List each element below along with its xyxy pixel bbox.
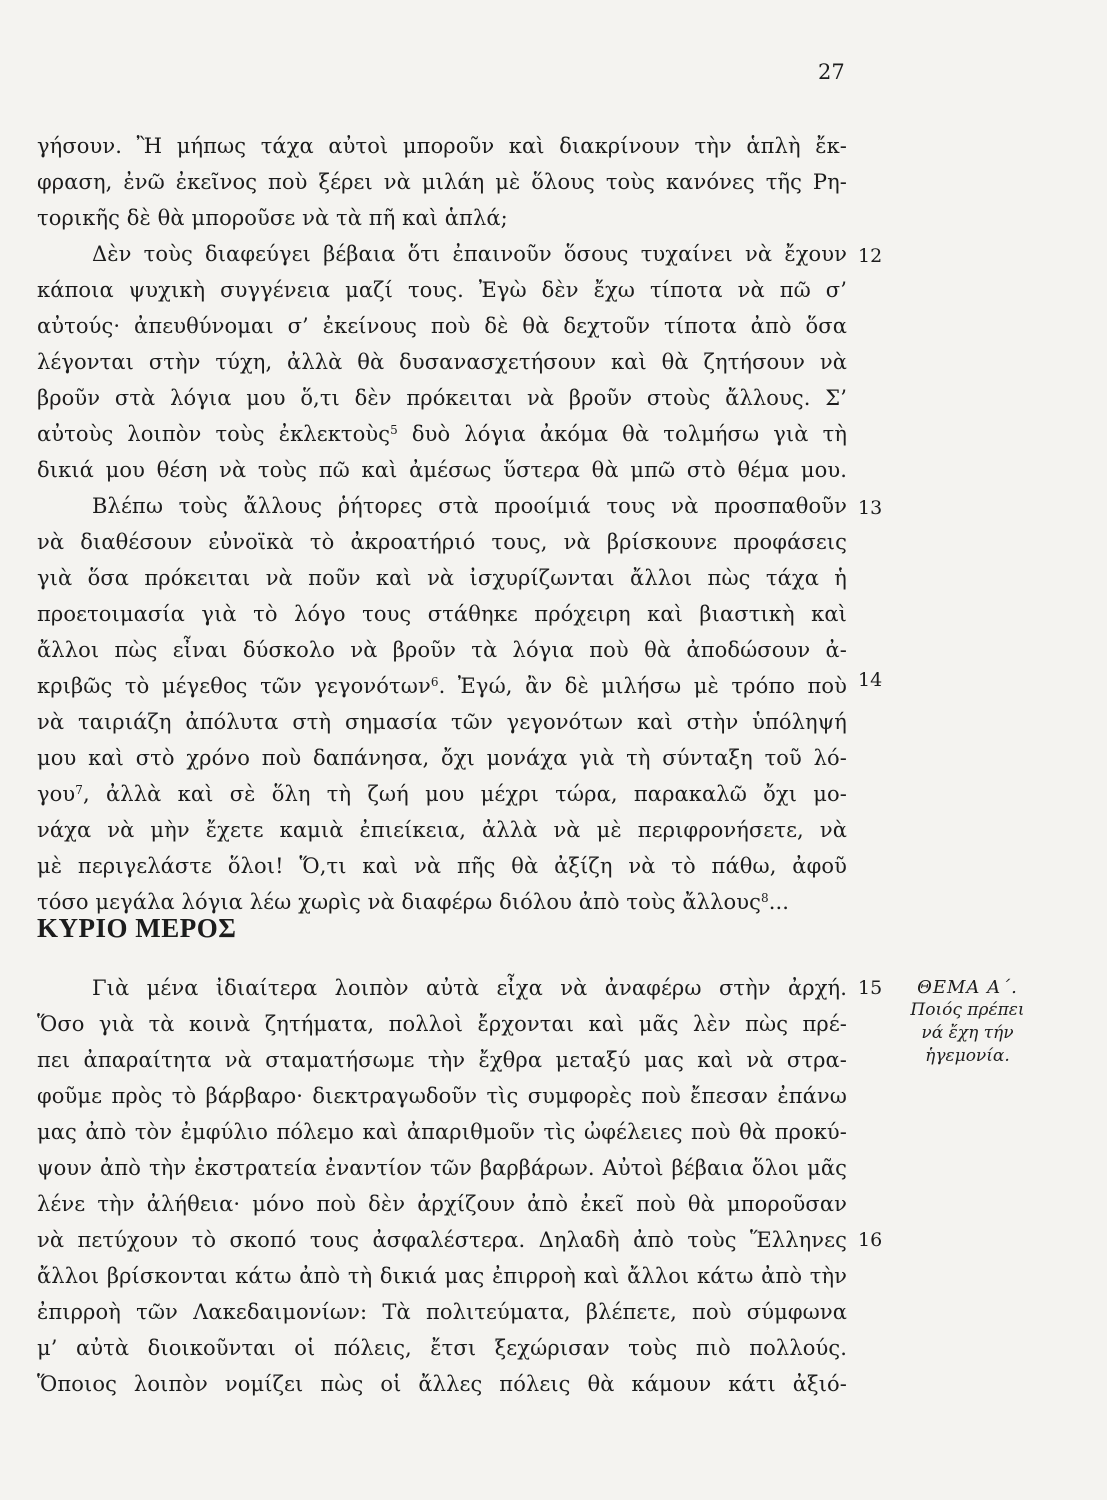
text-line: μας ἀπὸ τὸν ἐμφύλιο πόλεμο καὶ ἀπαριθμοῦν τὶς ὠφέλειες ποὺ θὰ προκύ-	[37, 1120, 847, 1144]
margin-paragraph-number: 14	[858, 669, 883, 691]
side-note-line: νά ἔχη τήν	[921, 1023, 1014, 1043]
footnote-ref: 5	[390, 423, 398, 437]
text-line	[37, 668, 847, 704]
text-line: φοῦμε πρὸς τὸ βάρβαρο· διεκτραγωδοῦν τὶς συμφορὲς ποὺ ἔπεσαν ἐπάνω	[37, 1084, 847, 1108]
text-line	[37, 776, 847, 812]
text-line: ἐπιρροὴ τῶν Λακεδαιμονίων: Τὰ πολιτεύματα, βλέπετε, ποὺ σύμφωνα	[37, 1300, 847, 1324]
side-note-title: ΘΕΜΑ Α΄.	[917, 977, 1018, 998]
text-line: κάποια ψυχικὴ συγγένεια μαζί τους. Ἐγὼ δὲν ἔχω τίποτα νὰ πῶ σ’	[37, 278, 847, 302]
text-line: δικιά μου θέση νὰ τοὺς πῶ καὶ ἀμέσως ὕστερα θὰ μπῶ στὸ θέμα μου.	[37, 458, 847, 482]
text-line: λέγονται στὴν τύχη, ἀλλὰ θὰ δυσανασχετήσουν καὶ θὰ ζητήσουν νὰ	[37, 350, 847, 374]
text-segment: δυὸ λόγια ἀκόμα θὰ τολμήσω γιὰ τὴ	[397, 422, 847, 446]
footnote-ref: 8	[760, 891, 769, 905]
text-line: γιὰ ὅσα πρόκειται νὰ ποῦν καὶ νὰ ἰσχυρίζωνται ἄλλοι πὼς τάχα ἡ	[37, 566, 847, 590]
text-line: προετοιμασία γιὰ τὸ λόγο τους στάθηκε πρόχειρη καὶ βιαστικὴ καὶ	[37, 602, 847, 626]
text-line: φραση, ἐνῶ ἐκεῖνος ποὺ ξέρει νὰ μιλάη μὲ ὅλους τοὺς κανόνες τῆς Ρη-	[37, 170, 847, 194]
text-line: νὰ διαθέσουν εὐνοϊκὰ τὸ ἀκροατήριό τους, νὰ βρίσκουνε προφάσεις	[37, 530, 847, 554]
text-line: λένε τὴν ἀλήθεια· μόνο ποὺ δὲν ἀρχίζουν ἀπὸ ἐκεῖ ποὺ θὰ μποροῦσαν	[37, 1192, 847, 1216]
text-line: ἄλλοι πὼς εἶναι δύσκολο νὰ βροῦν τὰ λόγια ποὺ θὰ ἀποδώσουν ἀ-	[37, 638, 847, 662]
text-line: γήσουν. Ἢ μήπως τάχα αὐτοὶ μποροῦν καὶ διακρίνουν τὴν ἁπλὴ ἔκ-	[37, 134, 847, 158]
text-line	[37, 416, 847, 452]
text-line: Ὅσο γιὰ τὰ κοινὰ ζητήματα, πολλοὶ ἔρχονται καὶ μᾶς λὲν πὼς πρέ-	[37, 1012, 847, 1036]
margin-paragraph-number: 16	[858, 1229, 883, 1251]
text-segment: . Ἐγώ, ἂν δὲ μιλήσω μὲ τρόπο ποὺ	[438, 674, 847, 698]
margin-paragraph-number: 15	[858, 977, 883, 999]
text-segment: ...	[768, 890, 790, 914]
text-line: νὰ ταιριάζη ἀπόλυτα στὴ σημασία τῶν γεγονότων καὶ στὴν ὑπόληψή	[37, 710, 847, 734]
page-number: 27	[818, 60, 845, 84]
text-segment: , ἀλλὰ καὶ σὲ ὅλη τὴ ζωή μου μέχρι τώρα, παρακαλῶ ὄχι μο-	[83, 782, 847, 806]
text-line: Βλέπω τοὺς ἄλλους ῥήτορες στὰ προοίμιά τους νὰ προσπαθοῦν	[92, 494, 847, 518]
text-line: Γιὰ μένα ἰδιαίτερα λοιπὸν αὐτὰ εἶχα νὰ ἀναφέρω στὴν ἀρχή.	[92, 976, 847, 1000]
text-line: ψουν ἀπὸ τὴν ἐκστρατεία ἐναντίον τῶν βαρβάρων. Αὐτοὶ βέβαια ὅλοι μᾶς	[37, 1156, 847, 1180]
margin-paragraph-number: 12	[858, 245, 883, 267]
text-line: πει ἀπαραίτητα νὰ σταματήσωμε τὴν ἔχθρα μεταξύ μας καὶ νὰ στρα-	[37, 1048, 847, 1072]
side-note-line: ἡγεμονία.	[925, 1046, 1010, 1066]
margin-paragraph-number: 13	[858, 497, 883, 519]
text-line: νὰ πετύχουν τὸ σκοπό τους ἀσφαλέστερα. Δηλαδὴ ἀπὸ τοὺς Ἕλληνες	[37, 1228, 847, 1252]
margin-side-note	[905, 976, 1030, 1068]
text-line: αὐτούς· ἀπευθύνομαι σ’ ἐκείνους ποὺ δὲ θὰ δεχτοῦν τίποτα ἀπὸ ὅσα	[37, 314, 847, 338]
text-line: ἄλλοι βρίσκονται κάτω ἀπὸ τὴ δικιά μας ἐπιρροὴ καὶ ἄλλοι κάτω ἀπὸ τὴν	[37, 1264, 847, 1288]
section-heading: ΚΥΡΙΟ ΜΕΡΟΣ	[37, 913, 237, 943]
footnote-ref: 6	[430, 675, 439, 689]
text-segment: αὐτοὺς λοιπὸν τοὺς ἐκλεκτοὺς	[37, 422, 391, 446]
text-line: νάχα νὰ μὴν ἔχετε καμιὰ ἐπιείκεια, ἀλλὰ νὰ μὲ περιφρονήσετε, νὰ	[37, 818, 847, 842]
text-line: μ’ αὐτὰ διοικοῦνται οἱ πόλεις, ἔτσι ξεχώρισαν τοὺς πιὸ πολλούς.	[37, 1336, 847, 1360]
side-note-line: Ποιός πρέπει	[910, 1000, 1025, 1020]
text-segment: κριβῶς τὸ μέγεθος τῶν γεγονότων	[37, 674, 431, 698]
text-segment: τόσο μεγάλα λόγια λέω χωρὶς νὰ διαφέρω διόλου ἀπὸ τοὺς ἄλλους	[37, 890, 761, 914]
text-line: μὲ περιγελάστε ὅλοι! Ὅ,τι καὶ νὰ πῆς θὰ ἀξίζη νὰ τὸ πάθω, ἀφοῦ	[37, 854, 847, 878]
text-line: βροῦν στὰ λόγια μου ὅ,τι δὲν πρόκειται νὰ βροῦν στοὺς ἄλλους. Σ’	[37, 386, 847, 410]
text-line: Ὅποιος λοιπὸν νομίζει πὼς οἱ ἄλλες πόλεις θὰ κάμουν κάτι ἀξιό-	[37, 1372, 847, 1396]
text-line: Δὲν τοὺς διαφεύγει βέβαια ὅτι ἐπαινοῦν ὅσους τυχαίνει νὰ ἔχουν	[92, 242, 847, 266]
footnote-ref: 7	[75, 783, 84, 797]
text-line: μου καὶ στὸ χρόνο ποὺ δαπάνησα, ὄχι μονάχα γιὰ τὴ σύνταξη τοῦ λό-	[37, 746, 847, 770]
text-line: τορικῆς δὲ θὰ μποροῦσε νὰ τὰ πῆ καὶ ἁπλά;	[37, 206, 508, 230]
text-segment: γου	[37, 782, 76, 806]
